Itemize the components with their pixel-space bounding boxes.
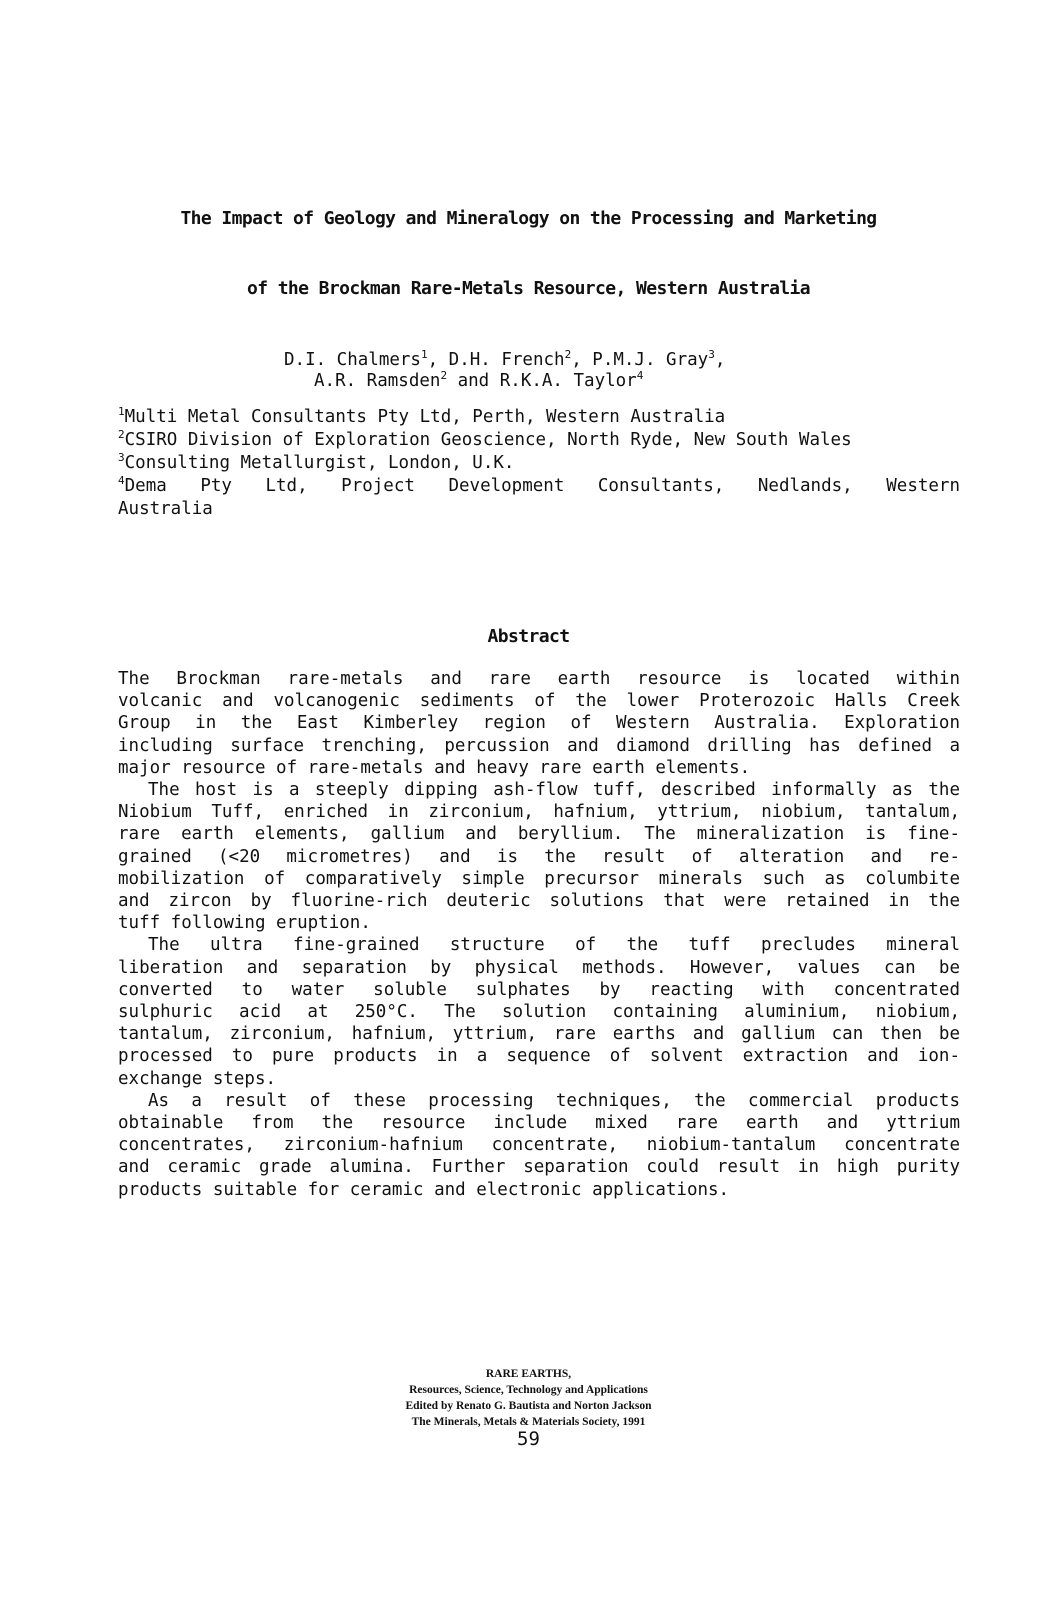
abstract-line: mobilization of comparatively simple precursor minerals such as columbite [118, 868, 960, 889]
author-affiliation-mark: 1 [420, 348, 428, 361]
paper-title-line-1: The Impact of Geology and Mineralogy on the Processing and Marketing [180, 208, 877, 229]
author-name: R.K.A. Taylor [499, 371, 637, 391]
author-affiliation-mark: 3 [708, 348, 715, 361]
author-name: A.R. Ramsden [314, 371, 441, 391]
author-name: P.M.J. Gray [592, 350, 709, 370]
abstract-line: Niobium Tuff, enriched in zirconium, hafnium, yttrium, niobium, tantalum, [118, 802, 960, 823]
author-conjunction: and [447, 371, 500, 391]
author-separator: , [571, 350, 593, 370]
authors-line-2 [314, 371, 643, 391]
book-editors: Edited by Renato G. Bautista and Norton Jackson [405, 1400, 652, 1412]
affiliation-text: Dema Pty Ltd, Project Development Consultants, Nedlands, Western [124, 476, 960, 496]
book-subtitle: Resources, Science, Technology and Applications [409, 1384, 648, 1396]
author-name: D.I. Chalmers [284, 350, 421, 370]
abstract-line: exchange steps. [118, 1068, 277, 1089]
abstract-line: Group in the East Kimberley region of Western Australia. Exploration [118, 713, 960, 734]
book-publisher: The Minerals, Metals & Materials Society, 1991 [411, 1416, 646, 1428]
book-title: RARE EARTHS, [485, 1368, 572, 1380]
author-separator: , [714, 350, 726, 370]
author-separator: , [427, 350, 449, 370]
abstract-line: converted to water soluble sulphates by reacting with concentrated [118, 979, 960, 1000]
affiliation-2 [118, 429, 960, 452]
abstract-heading: Abstract [487, 626, 570, 647]
abstract-line: sulphuric acid at 250°C. The solution containing aluminium, niobium, [118, 1002, 960, 1023]
affiliation-text: Consulting Metallurgist, London, U.K. [124, 453, 515, 473]
abstract-line: and zircon by fluorine-rich deuteric solutions that were retained in the [118, 891, 960, 912]
affiliation-4 [118, 475, 960, 498]
affiliation-1 [118, 406, 960, 429]
abstract-line: The ultra fine-grained structure of the tuff precludes mineral [148, 935, 960, 956]
abstract-line: obtainable from the resource include mixed rare earth and yttrium [118, 1113, 960, 1134]
abstract-line: major resource of rare-metals and heavy rare earth elements. [118, 757, 751, 778]
affiliation-text: Multi Metal Consultants Pty Ltd, Perth, Western Australia [124, 407, 726, 427]
author-affiliation-mark: 2 [440, 369, 448, 382]
abstract-line: grained (<20 micrometres) and is the result of alteration and re- [118, 846, 960, 867]
abstract-line: tuff following eruption. [118, 913, 371, 934]
abstract-line: volcanic and volcanogenic sediments of the lower Proterozoic Halls Creek [118, 691, 960, 712]
author-name: D.H. French [448, 350, 565, 370]
author-affiliation-mark: 2 [564, 348, 572, 361]
affiliation-mark: 3 [118, 451, 125, 464]
page-number: 59 [517, 1428, 540, 1450]
abstract-paragraph [118, 934, 960, 1089]
abstract-paragraph [118, 668, 960, 779]
abstract-line: concentrates, zirconium-hafnium concentrate, niobium-tantalum concentrate [118, 1135, 960, 1156]
author-affiliation-mark: 4 [636, 369, 644, 382]
abstract-body [118, 668, 960, 1201]
abstract-line: The Brockman rare-metals and rare earth resource is located within [118, 669, 960, 689]
affiliation-3 [118, 452, 960, 475]
affiliation-4-continued: Australia [118, 499, 213, 519]
abstract-line: liberation and separation by physical methods. However, values can be [118, 957, 960, 978]
abstract-line: The host is a steeply dipping ash-flow tuff, described informally as the [148, 780, 960, 801]
publication-footer [0, 1366, 1057, 1430]
abstract-line: and ceramic grade alumina. Further separation could result in high purity [118, 1157, 960, 1178]
authors-line-1 [284, 350, 725, 370]
abstract-line: As a result of these processing techniques, the commercial products [148, 1090, 960, 1111]
paper-title-line-2: of the Brockman Rare-Metals Resource, Western Australia [246, 278, 811, 299]
abstract-paragraph [118, 1090, 960, 1201]
affiliation-mark: 2 [118, 428, 125, 441]
affiliation-mark: 4 [118, 474, 125, 487]
abstract-line: products suitable for ceramic and electronic applications. [118, 1179, 730, 1200]
affiliation-mark: 1 [118, 405, 125, 418]
affiliation-text: CSIRO Division of Exploration Geoscience, North Ryde, New South Wales [124, 430, 852, 450]
affiliations [118, 406, 960, 521]
abstract-paragraph [118, 779, 960, 934]
abstract-line: including surface trenching, percussion and diamond drilling has defined a [118, 735, 960, 756]
abstract-line: tantalum, zirconium, hafnium, yttrium, rare earths and gallium can then be [118, 1024, 960, 1045]
abstract-line: rare earth elements, gallium and beryllium. The mineralization is fine- [118, 824, 960, 845]
abstract-line: processed to pure products in a sequence of solvent extraction and ion- [118, 1046, 960, 1067]
